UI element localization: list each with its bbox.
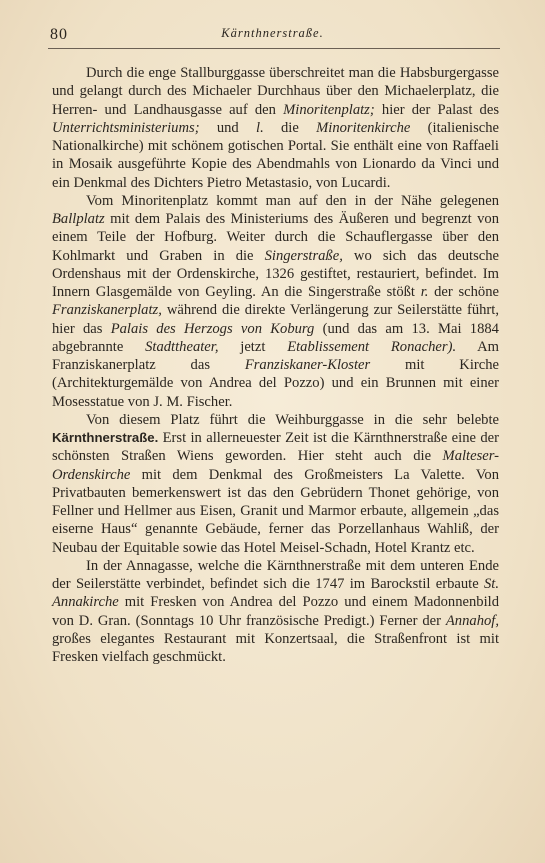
paragraph <box>52 411 499 557</box>
page-header <box>40 22 505 48</box>
text-run: mit Kirche (Architekturgemälde von Andrea del Pozzo) und ein Brunnen mit einer Mosesstatue von J. M. Fischer. <box>52 357 500 410</box>
text-run: der schöne <box>428 284 499 300</box>
italic-term: Unterrichtsministeriums; <box>52 119 200 136</box>
bold-term: Kärnthnerstraße. <box>52 430 159 445</box>
page-number: 80 <box>50 26 68 43</box>
text-run: mit dem Denkmal des Großmeisters La Valette. Von Privatbauten bemerkenswert ist das den Gebrüdern Thonet gehörige, von Fellner und Hellmer aus Eisen, Granit und Marmor erbaute, allgemein „das eiserne Haus“ genannte Gebäude, ferner das Porzellanhaus Wahliß, der Neubau der Equitable sowie das Hotel Meisel-Schadn, Hotel Krantz etc. <box>52 466 499 556</box>
italic-term: Ballplatz <box>52 211 105 227</box>
italic-term: l. <box>256 119 264 136</box>
italic-term: Minoritenplatz; <box>283 101 375 118</box>
text-run: großes elegantes Restaurant mit Konzertsaal, die Straßenfront ist mit Fresken vielfach geschmückt. <box>52 630 499 665</box>
body-text <box>52 64 499 666</box>
text-run: Von diesem Platz führt die Weihburggasse in die sehr belebte <box>86 411 499 428</box>
paragraph <box>52 192 499 411</box>
italic-term: Franziskaner-Kloster <box>244 357 371 373</box>
text-run: Durch die enge Stallburggasse überschreitet man die Habsburgergasse und gelangt durch des Michaeler Durchhaus über den Michaelerplatz, die Herren- und Landhausgasse auf den <box>52 65 499 118</box>
italic-term: Annahof, <box>445 612 499 629</box>
text-run: hier der Palast des <box>374 101 499 118</box>
text-run: In der Annagasse, welche die Kärnthnerstraße mit dem unteren Ende der Seilerstätte verbindet, befindet sich die 1747 im Barockstil erbaute <box>52 557 499 592</box>
italic-term: Etablissement Ronacher). <box>287 338 457 355</box>
italic-term: Minoritenkirche <box>316 119 411 136</box>
text-run: mit Fresken von Andrea del Pozzo und einem Madonnenbild von D. Gran. (Sonntags 10 Uhr französische Predigt.) Ferner der <box>52 594 499 629</box>
italic-term: St. Annakirche <box>52 576 499 611</box>
italic-term: Singerstraße, <box>264 247 343 264</box>
paragraph <box>52 557 499 667</box>
text-run: Vom Minoritenplatz kommt man auf den in der Nähe gelegenen <box>86 192 499 209</box>
italic-term: Malteser-Ordenskirche <box>52 448 499 483</box>
header-rule <box>48 48 500 49</box>
italic-term: Franziskanerplatz, <box>52 302 162 319</box>
paragraph <box>52 64 499 192</box>
text-run: und <box>199 119 257 136</box>
text-run: (italienische Nationalkirche) mit schönem gotischen Portal. Sie enthält eine von Raffaeli in Mosaik ausgeführte Kopie des Abendmahls von Lionardo da Vinci und ein Denkmal des Dichters Pietro Metastasio, von Lucardi. <box>52 119 499 191</box>
text-run: Erst in allerneuester Zeit ist die Kärnthnerstraße eine der schönsten Straßen Wiens geworden. Hier steht auch die <box>52 430 499 465</box>
text-run: die <box>263 119 317 136</box>
text-run: während die direkte Verlängerung zur Seilerstätte führt, hier das <box>52 302 499 337</box>
italic-term: Stadttheater, <box>145 338 219 355</box>
text-run: mit dem Palais des Ministeriums des Äußeren und begrenzt von einem Teile der Hofburg. Weiter durch die Schauflergasse über den Kohlmarkt und Graben in die <box>52 211 499 264</box>
text-run: (und das am 13. Mai 1884 abgebrannte <box>52 320 499 355</box>
text-run: wo sich das deutsche Ordenshaus mit der Ordenskirche, 1326 gestiftet, restauriert, befindet. Im Innern Glasgemälde von Geyling. An die Singerstraße stößt <box>52 247 499 300</box>
running-head: Kärnthnerstraße. <box>221 26 324 40</box>
text-run: Am Franziskanerplatz das <box>52 338 499 373</box>
text-run: jetzt <box>218 338 288 355</box>
italic-term: r. <box>420 284 429 300</box>
italic-term: Palais des Herzogs von Koburg <box>110 320 315 337</box>
